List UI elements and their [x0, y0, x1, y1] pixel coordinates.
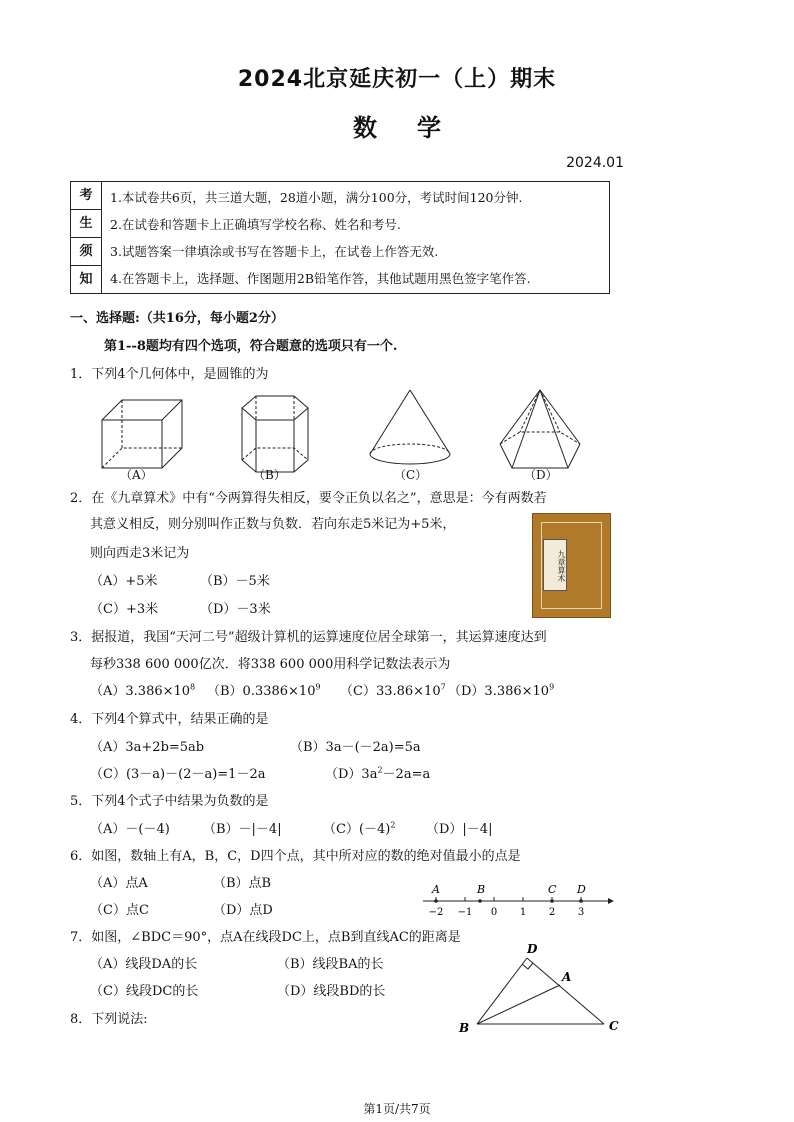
exam-date: 2024.01 — [566, 155, 624, 171]
q6-option-b: （B）点B — [213, 876, 272, 891]
q7-option-b: （B）线段BA的长 — [277, 957, 384, 972]
vertex-a-label: A — [562, 970, 572, 984]
q2-line-3: 则向西走3米记为 — [90, 546, 190, 561]
q3-option-a: $(A)3.386\times 10^8$ — [90, 682, 196, 699]
tick-label-1: 1 — [519, 907, 527, 918]
tick-label-neg2: −2 — [428, 907, 444, 918]
q1-label-b: （B） — [253, 468, 286, 482]
tick-label-3: 3 — [577, 907, 585, 918]
q5-option-d: （D）|－4| — [426, 822, 493, 837]
page-title: 2024北京延庆初一（上）期末 — [237, 67, 557, 92]
vertex-b-label: B — [459, 1021, 470, 1035]
notice-item-2: 2.在试卷和答题卡上正确填写学校名称、姓名和考号. — [110, 216, 401, 232]
triangle-figure — [452, 938, 632, 1038]
point-c-label: C — [548, 883, 557, 896]
tick-label-0: 0 — [490, 907, 498, 918]
point-d-label: D — [577, 883, 586, 896]
book-cover-image — [532, 513, 611, 618]
q5-option-a: （A）－(－4) — [90, 822, 170, 837]
q2-option-c: （C）+3米 — [90, 602, 159, 617]
q2-line-1: 2．在《九章算术》中有“今两算得失相反，要令正负以名之”，意思是：今有两数若 — [70, 491, 547, 506]
vertex-d-label: D — [527, 942, 538, 956]
vertex-c-label: C — [609, 1019, 619, 1033]
q7-stem: 7．如图，∠BDC＝90°，点A在线段DC上，点B到直线AC的距离是 — [70, 930, 461, 945]
tick-label-2: 2 — [548, 907, 556, 918]
tick-label-neg1: −1 — [457, 907, 473, 918]
q4-option-d: $(D)3a^2-2a=a$ — [325, 765, 431, 782]
exam-notice-table — [70, 181, 610, 294]
q7-option-c: （C）线段DC的长 — [90, 984, 199, 999]
page-footer: 第1页/共7页 — [363, 1102, 431, 1116]
cone-figure — [370, 390, 450, 464]
q3-line-2: 每秒338 600 000亿次．将338 600 000用科学记数法表示为 — [90, 657, 451, 672]
q2-line-2: 其意义相反，则分别叫作正数与负数．若向东走5米记为+5米， — [90, 517, 456, 532]
q5-option-c: $(C)(-4)^2$ — [323, 820, 396, 837]
q6-option-d: （D）点D — [213, 903, 273, 918]
q6-option-c: （C）点C — [90, 903, 149, 918]
notice-body — [102, 182, 610, 294]
q2-option-b: （B）－5米 — [200, 574, 270, 589]
book-title: 九章算术 — [543, 539, 567, 591]
q4-option-c: （C）(3－a)－(2－a)=1－2a — [90, 767, 266, 782]
q4-stem: 4．下列4个算式中，结果正确的是 — [70, 712, 269, 727]
q3-option-c: $(C)33.86\times 10^7$ — [340, 682, 446, 699]
hexagonal-prism-figure — [242, 396, 308, 472]
subject-char-2: 学 — [417, 114, 441, 142]
q2-option-a: （A）+5米 — [90, 574, 158, 589]
notice-item-3: 3.试题答案一律填涂或书写在答题卡上，在试卷上作答无效. — [110, 243, 439, 259]
number-line-figure — [418, 880, 618, 920]
q6-stem: 6．如图，数轴上有A，B，C，D四个点，其中所对应的数的绝对值最小的点是 — [70, 849, 521, 864]
q1-stem: 1．下列4个几何体中，是圆锥的为 — [70, 367, 269, 382]
notice-item-4: 4.在答题卡上，选择题、作图题用2B铅笔作答，其他试题用黑色签字笔作答. — [110, 270, 531, 286]
cube-figure — [102, 400, 182, 468]
section-heading: 一、选择题:（共16分，每小题2分） — [70, 311, 284, 326]
q7-option-a: （A）线段DA的长 — [90, 957, 198, 972]
q3-option-b: $(B)0.3386\times 10^9$ — [207, 682, 321, 699]
point-b-label: B — [477, 883, 486, 896]
q1-label-d: （D） — [524, 468, 558, 482]
notice-side-2: 生 — [71, 210, 102, 238]
point-a-label: A — [432, 883, 440, 896]
q6-option-a: （A）点A — [90, 876, 148, 891]
q1-label-a: （A） — [120, 468, 153, 482]
q2-option-d: （D）－3米 — [200, 602, 271, 617]
section-intro: 第1--8题均有四个选项，符合题意的选项只有一个. — [104, 339, 398, 354]
pyramid-figure — [500, 390, 580, 468]
q5-stem: 5．下列4个式子中结果为负数的是 — [70, 794, 269, 809]
q5-option-b: （B）－|－4| — [203, 822, 282, 837]
q4-option-a: （A）3a+2b=5ab — [90, 740, 205, 755]
q1-label-c: （C） — [394, 468, 428, 482]
q8-stem: 8．下列说法: — [70, 1012, 148, 1027]
subject-char-1: 数 — [353, 114, 377, 142]
q3-option-d: $(D)3.386\times 10^9$ — [448, 682, 555, 699]
notice-side-3: 须 — [71, 238, 102, 266]
q3-line-1: 3．据报道，我国“天河二号”超级计算机的运算速度位居全球第一，其运算速度达到 — [70, 630, 547, 645]
notice-side-1: 考 — [71, 182, 102, 210]
subject-heading — [0, 108, 794, 143]
notice-side-4: 知 — [71, 266, 102, 294]
q7-option-d: （D）线段BD的长 — [277, 984, 386, 999]
notice-item-1: 1.本试卷共6页，共三道大题，28道小题，满分100分，考试时间120分钟. — [110, 189, 523, 205]
q4-option-b: （B）3a－(－2a)=5a — [290, 740, 421, 755]
